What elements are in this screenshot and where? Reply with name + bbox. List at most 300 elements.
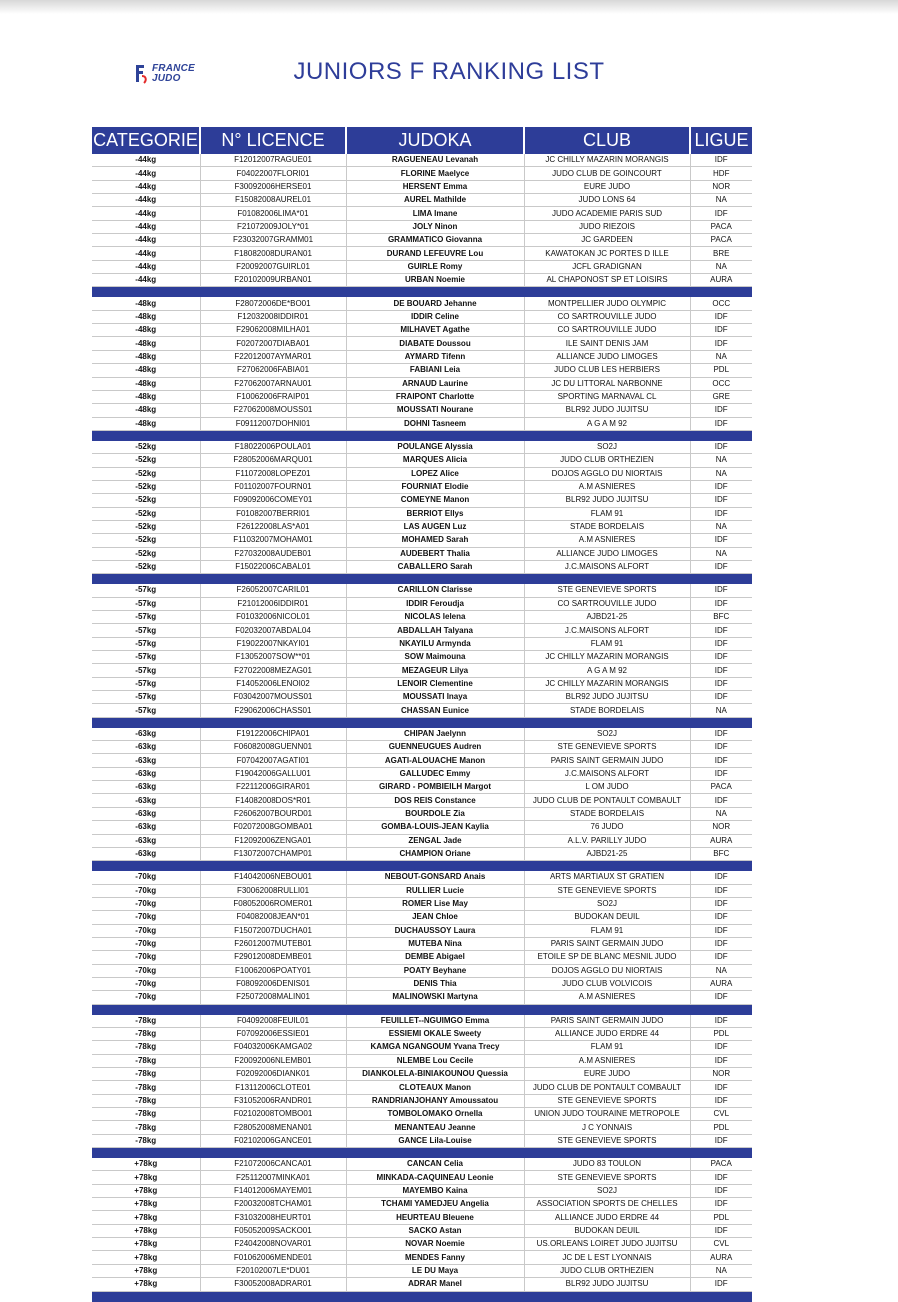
licence-cell: F22012007AYMAR01 <box>200 350 346 363</box>
club-cell: JUDO RIEZOIS <box>524 220 690 233</box>
category-cell: -78kg <box>92 1121 200 1134</box>
licence-cell: F28072006DE*BO01 <box>200 297 346 310</box>
table-row <box>92 297 752 310</box>
judoka-cell: BERRIOT Ellys <box>346 507 524 520</box>
separator-bar <box>92 1004 752 1015</box>
category-cell: -63kg <box>92 821 200 834</box>
club-cell: JUDO CLUB DE PONTAULT COMBAULT <box>524 1081 690 1094</box>
table-row <box>92 834 752 847</box>
category-cell: -52kg <box>92 547 200 560</box>
ligue-cell: BFC <box>690 611 752 624</box>
table-row <box>92 741 752 754</box>
table-row <box>92 310 752 323</box>
ligue-cell: PACA <box>690 220 752 233</box>
judoka-cell: LIMA Imane <box>346 207 524 220</box>
club-cell: DOJOS AGGLO DU NIORTAIS <box>524 467 690 480</box>
judoka-cell: AUREL Mathilde <box>346 194 524 207</box>
club-cell: A.L.V. PARILLY JUDO <box>524 834 690 847</box>
judoka-cell: FLORINE Maelyce <box>346 167 524 180</box>
table-row <box>92 154 752 167</box>
category-cell: -52kg <box>92 467 200 480</box>
category-separator <box>92 1004 752 1015</box>
licence-cell: F29062008MILHA01 <box>200 324 346 337</box>
judoka-cell: IDDIR Feroudja <box>346 597 524 610</box>
licence-cell: F09112007DOHNI01 <box>200 417 346 430</box>
licence-cell: F07092006ESSIE01 <box>200 1027 346 1040</box>
judoka-cell: GUENNEUGUES Audren <box>346 741 524 754</box>
club-cell: JUDO CLUB LES HERBIERS <box>524 364 690 377</box>
judoka-cell: MUTEBA Nina <box>346 937 524 950</box>
category-cell: -78kg <box>92 1108 200 1121</box>
category-cell: -57kg <box>92 651 200 664</box>
licence-cell: F21072006CANCA01 <box>200 1158 346 1171</box>
club-cell: EURE JUDO <box>524 180 690 193</box>
table-row <box>92 194 752 207</box>
header-club: CLUB <box>524 127 690 154</box>
licence-cell: F28052008MENAN01 <box>200 1121 346 1134</box>
licence-cell: F02032007ABDAL04 <box>200 624 346 637</box>
club-cell: UNION JUDO TOURAINE METROPOLE <box>524 1108 690 1121</box>
table-row <box>92 1238 752 1251</box>
club-cell: J.C.MAISONS ALFORT <box>524 624 690 637</box>
category-cell: -48kg <box>92 350 200 363</box>
category-separator <box>92 430 752 441</box>
licence-cell: F14042006NEBOU01 <box>200 871 346 884</box>
category-cell: -57kg <box>92 704 200 717</box>
licence-cell: F26012007MUTEB01 <box>200 937 346 950</box>
judoka-cell: MOHAMED Sarah <box>346 534 524 547</box>
licence-cell: F02102008TOMBO01 <box>200 1108 346 1121</box>
licence-cell: F27032008AUDEB01 <box>200 547 346 560</box>
club-cell: ARTS MARTIAUX ST GRATIEN <box>524 871 690 884</box>
club-cell: JC DU LITTORAL NARBONNE <box>524 377 690 390</box>
judoka-cell: DIANKOLELA-BINIAKOUNOU Quessia <box>346 1068 524 1081</box>
licence-cell: F28052006MARQU01 <box>200 454 346 467</box>
category-cell: -78kg <box>92 1041 200 1054</box>
club-cell: EURE JUDO <box>524 1068 690 1081</box>
judoka-cell: CHIPAN Jaelynn <box>346 728 524 741</box>
table-row <box>92 664 752 677</box>
category-cell: -52kg <box>92 480 200 493</box>
category-cell: -52kg <box>92 507 200 520</box>
category-cell: -44kg <box>92 260 200 273</box>
category-cell: -52kg <box>92 560 200 573</box>
separator-bar <box>92 861 752 872</box>
table-row <box>92 677 752 690</box>
table-row <box>92 767 752 780</box>
category-cell: -70kg <box>92 911 200 924</box>
club-cell: BLR92 JUDO JUJITSU <box>524 404 690 417</box>
table-row <box>92 1081 752 1094</box>
licence-cell: F08052006ROMER01 <box>200 897 346 910</box>
judoka-cell: DIABATE Doussou <box>346 337 524 350</box>
judoka-cell: AGATI-ALOUACHE Manon <box>346 754 524 767</box>
category-cell: -57kg <box>92 611 200 624</box>
judoka-cell: DOS REIS Constance <box>346 794 524 807</box>
category-cell: -70kg <box>92 871 200 884</box>
club-cell: J.C.MAISONS ALFORT <box>524 767 690 780</box>
category-cell: -57kg <box>92 624 200 637</box>
judoka-cell: ZENGAL Jade <box>346 834 524 847</box>
ligue-cell: IDF <box>690 871 752 884</box>
judoka-cell: JOLY Ninon <box>346 220 524 233</box>
ligue-cell: PDL <box>690 1121 752 1134</box>
table-row <box>92 977 752 990</box>
club-cell: A G A M 92 <box>524 664 690 677</box>
ligue-cell: IDF <box>690 1081 752 1094</box>
table-row <box>92 180 752 193</box>
category-cell: -52kg <box>92 441 200 454</box>
category-cell: -44kg <box>92 247 200 260</box>
category-cell: -48kg <box>92 297 200 310</box>
licence-cell: F07042007AGATI01 <box>200 754 346 767</box>
judoka-cell: CHASSAN Eunice <box>346 704 524 717</box>
club-cell: BLR92 JUDO JUJITSU <box>524 691 690 704</box>
table-row <box>92 167 752 180</box>
table-row <box>92 704 752 717</box>
ligue-cell: IDF <box>690 560 752 573</box>
licence-cell: F22112006GIRAR01 <box>200 781 346 794</box>
judoka-cell: FOURNIAT Elodie <box>346 480 524 493</box>
category-cell: +78kg <box>92 1238 200 1251</box>
judoka-cell: BOURDOLE Zia <box>346 807 524 820</box>
header-licence: N° LICENCE <box>200 127 346 154</box>
category-cell: -63kg <box>92 807 200 820</box>
header-ligue: LIGUE <box>690 127 752 154</box>
licence-cell: F25112007MINKA01 <box>200 1171 346 1184</box>
separator-bar <box>92 574 752 585</box>
judoka-cell: DOHNI Tasneem <box>346 417 524 430</box>
licence-cell: F21012006IDDIR01 <box>200 597 346 610</box>
ligue-cell: IDF <box>690 507 752 520</box>
judoka-cell: RULLIER Lucie <box>346 884 524 897</box>
category-cell: -78kg <box>92 1094 200 1107</box>
licence-cell: F26052007CARIL01 <box>200 584 346 597</box>
licence-cell: F23032007GRAMM01 <box>200 234 346 247</box>
category-cell: -63kg <box>92 794 200 807</box>
ligue-cell: IDF <box>690 767 752 780</box>
category-cell: -78kg <box>92 1081 200 1094</box>
licence-cell: F14082008DOS*R01 <box>200 794 346 807</box>
licence-cell: F05052009SACKO01 <box>200 1224 346 1237</box>
table-row <box>92 1041 752 1054</box>
category-cell: -44kg <box>92 207 200 220</box>
ligue-cell: IDF <box>690 741 752 754</box>
judoka-cell: DE BOUARD Jehanne <box>346 297 524 310</box>
judoka-cell: MENDES Fanny <box>346 1251 524 1264</box>
club-cell: SO2J <box>524 897 690 910</box>
ligue-cell: IDF <box>690 1184 752 1197</box>
club-cell: JC CHILLY MAZARIN MORANGIS <box>524 651 690 664</box>
category-cell: -44kg <box>92 167 200 180</box>
club-cell: A.M ASNIERES <box>524 1054 690 1067</box>
licence-cell: F04092008FEUIL01 <box>200 1015 346 1028</box>
ligue-cell: NA <box>690 467 752 480</box>
judoka-cell: DEMBE Abigael <box>346 951 524 964</box>
licence-cell: F27062007ARNAU01 <box>200 377 346 390</box>
club-cell: ETOILE SP DE BLANC MESNIL JUDO <box>524 951 690 964</box>
ligue-cell: IDF <box>690 1094 752 1107</box>
judoka-cell: HEURTEAU Bleuene <box>346 1211 524 1224</box>
club-cell: ALLIANCE JUDO ERDRE 44 <box>524 1211 690 1224</box>
table-header-row <box>92 127 752 154</box>
category-cell: -63kg <box>92 767 200 780</box>
club-cell: KAWATOKAN JC PORTES D ILLE <box>524 247 690 260</box>
club-cell: A.M ASNIERES <box>524 534 690 547</box>
judoka-cell: GANCE Lila-Louise <box>346 1134 524 1147</box>
ligue-cell: AURA <box>690 274 752 287</box>
licence-cell: F31032008HEURT01 <box>200 1211 346 1224</box>
separator-bar <box>92 717 752 728</box>
judoka-cell: NKAYILU Armynda <box>346 637 524 650</box>
table-row <box>92 597 752 610</box>
table-row <box>92 691 752 704</box>
judoka-cell: MAYEMBO Kaina <box>346 1184 524 1197</box>
ligue-cell: IDF <box>690 677 752 690</box>
licence-cell: F04082008JEAN*01 <box>200 911 346 924</box>
ligue-cell: NOR <box>690 180 752 193</box>
ligue-cell: NOR <box>690 1068 752 1081</box>
category-cell: -44kg <box>92 180 200 193</box>
club-cell: FLAM 91 <box>524 1041 690 1054</box>
table-row <box>92 1015 752 1028</box>
judoka-cell: LOPEZ Alice <box>346 467 524 480</box>
category-cell: -70kg <box>92 937 200 950</box>
category-cell: +78kg <box>92 1251 200 1264</box>
judoka-cell: IDDIR Celine <box>346 310 524 323</box>
ligue-cell: IDF <box>690 924 752 937</box>
category-cell: -70kg <box>92 884 200 897</box>
licence-cell: F26062007BOURD01 <box>200 807 346 820</box>
table-row <box>92 1224 752 1237</box>
club-cell: SO2J <box>524 1184 690 1197</box>
ligue-cell: IDF <box>690 1134 752 1147</box>
table-row <box>92 441 752 454</box>
ligue-cell: IDF <box>690 624 752 637</box>
ligue-cell: IDF <box>690 691 752 704</box>
judoka-cell: CARILLON Clarisse <box>346 584 524 597</box>
scan-edge <box>0 0 898 14</box>
table-row <box>92 404 752 417</box>
category-cell: -63kg <box>92 834 200 847</box>
ligue-cell: IDF <box>690 951 752 964</box>
category-cell: -70kg <box>92 897 200 910</box>
club-cell: STADE BORDELAIS <box>524 807 690 820</box>
ranking-table-wrapper <box>92 127 752 1302</box>
ligue-cell: IDF <box>690 664 752 677</box>
category-cell: -78kg <box>92 1068 200 1081</box>
table-row <box>92 260 752 273</box>
category-cell: -57kg <box>92 664 200 677</box>
ligue-cell: IDF <box>690 494 752 507</box>
category-cell: -52kg <box>92 494 200 507</box>
licence-cell: F01082007BERRI01 <box>200 507 346 520</box>
club-cell: FLAM 91 <box>524 507 690 520</box>
ligue-cell: NA <box>690 547 752 560</box>
club-cell: JUDO CLUB DE PONTAULT COMBAULT <box>524 794 690 807</box>
licence-cell: F02092006DIANK01 <box>200 1068 346 1081</box>
judoka-cell: RANDRIANJOHANY Amoussatou <box>346 1094 524 1107</box>
ligue-cell: IDF <box>690 754 752 767</box>
judoka-cell: GRAMMATICO Giovanna <box>346 234 524 247</box>
ligue-cell: IDF <box>690 794 752 807</box>
category-cell: -44kg <box>92 220 200 233</box>
judoka-cell: SOW Maimouna <box>346 651 524 664</box>
licence-cell: F03042007MOUSS01 <box>200 691 346 704</box>
judoka-cell: DUCHAUSSOY Laura <box>346 924 524 937</box>
table-row <box>92 637 752 650</box>
table-row <box>92 220 752 233</box>
licence-cell: F27062008MOUSS01 <box>200 404 346 417</box>
club-cell: JC DE L EST LYONNAIS <box>524 1251 690 1264</box>
judoka-cell: TOMBOLOMAKO Ornella <box>346 1108 524 1121</box>
table-row <box>92 1027 752 1040</box>
table-row <box>92 964 752 977</box>
table-row <box>92 234 752 247</box>
category-cell: -57kg <box>92 691 200 704</box>
ligue-cell: BRE <box>690 247 752 260</box>
table-row <box>92 520 752 533</box>
ligue-cell: IDF <box>690 728 752 741</box>
licence-cell: F18082008DURAN01 <box>200 247 346 260</box>
licence-cell: F20102007LE*DU01 <box>200 1264 346 1277</box>
ligue-cell: NA <box>690 194 752 207</box>
category-cell: -63kg <box>92 781 200 794</box>
licence-cell: F20092007GUIRL01 <box>200 260 346 273</box>
ligue-cell: IDF <box>690 337 752 350</box>
category-cell: -70kg <box>92 924 200 937</box>
licence-cell: F30052008ADRAR01 <box>200 1278 346 1291</box>
ligue-cell: GRE <box>690 390 752 403</box>
category-cell: -44kg <box>92 234 200 247</box>
judoka-cell: DENIS Thia <box>346 977 524 990</box>
licence-cell: F31052006RANDR01 <box>200 1094 346 1107</box>
judoka-cell: POULANGE Alyssia <box>346 441 524 454</box>
table-row <box>92 1264 752 1277</box>
category-cell: -70kg <box>92 964 200 977</box>
ligue-cell: IDF <box>690 324 752 337</box>
licence-cell: F10062006POATY01 <box>200 964 346 977</box>
category-cell: -63kg <box>92 847 200 860</box>
table-body <box>92 154 752 1302</box>
table-row <box>92 807 752 820</box>
club-cell: FLAM 91 <box>524 637 690 650</box>
club-cell: BLR92 JUDO JUJITSU <box>524 494 690 507</box>
table-row <box>92 534 752 547</box>
licence-cell: F02072007DIABA01 <box>200 337 346 350</box>
club-cell: US.ORLEANS LOIRET JUDO JUJITSU <box>524 1238 690 1251</box>
licence-cell: F13072007CHAMP01 <box>200 847 346 860</box>
ligue-cell: IDF <box>690 1015 752 1028</box>
licence-cell: F01082006LIMA*01 <box>200 207 346 220</box>
club-cell: ALLIANCE JUDO LIMOGES <box>524 547 690 560</box>
table-row <box>92 951 752 964</box>
licence-cell: F08092006DENIS01 <box>200 977 346 990</box>
table-row <box>92 651 752 664</box>
club-cell: BUDOKAN DEUIL <box>524 1224 690 1237</box>
licence-cell: F20092006NLEMB01 <box>200 1054 346 1067</box>
licence-cell: F04032006KAMGA02 <box>200 1041 346 1054</box>
judoka-cell: MARQUES Alicia <box>346 454 524 467</box>
club-cell: JC CHILLY MAZARIN MORANGIS <box>524 154 690 167</box>
club-cell: AJBD21-25 <box>524 611 690 624</box>
judoka-cell: CANCAN Celia <box>346 1158 524 1171</box>
ligue-cell: OCC <box>690 297 752 310</box>
table-row <box>92 390 752 403</box>
licence-cell: F13112006CLOTE01 <box>200 1081 346 1094</box>
judoka-cell: MEZAGEUR Lilya <box>346 664 524 677</box>
ligue-cell: NA <box>690 1264 752 1277</box>
category-separator <box>92 1291 752 1302</box>
licence-cell: F29012008DEMBE01 <box>200 951 346 964</box>
judoka-cell: TCHAMI YAMEDJEU Angelia <box>346 1198 524 1211</box>
table-row <box>92 847 752 860</box>
table-row <box>92 560 752 573</box>
category-cell: -48kg <box>92 364 200 377</box>
judoka-cell: CABALLERO Sarah <box>346 560 524 573</box>
table-row <box>92 728 752 741</box>
licence-cell: F12012007RAGUE01 <box>200 154 346 167</box>
table-row <box>92 1121 752 1134</box>
ranking-table <box>92 127 752 1302</box>
ligue-cell: OCC <box>690 377 752 390</box>
separator-bar <box>92 287 752 298</box>
ligue-cell: IDF <box>690 1278 752 1291</box>
category-cell: +78kg <box>92 1211 200 1224</box>
licence-cell: F04022007FLORI01 <box>200 167 346 180</box>
ligue-cell: IDF <box>690 480 752 493</box>
ligue-cell: AURA <box>690 1251 752 1264</box>
licence-cell: F27022008MEZAG01 <box>200 664 346 677</box>
ligue-cell: IDF <box>690 897 752 910</box>
table-row <box>92 584 752 597</box>
logo-text: FRANCE JUDO <box>152 63 195 84</box>
club-cell: ILE SAINT DENIS JAM <box>524 337 690 350</box>
table-row <box>92 324 752 337</box>
licence-cell: F11032007MOHAM01 <box>200 534 346 547</box>
category-cell: +78kg <box>92 1198 200 1211</box>
ligue-cell: PACA <box>690 234 752 247</box>
club-cell: FLAM 91 <box>524 924 690 937</box>
club-cell: A.M ASNIERES <box>524 480 690 493</box>
ligue-cell: AURA <box>690 977 752 990</box>
ligue-cell: IDF <box>690 441 752 454</box>
table-row <box>92 417 752 430</box>
licence-cell: F20032008TCHAM01 <box>200 1198 346 1211</box>
club-cell: STE GENEVIEVE SPORTS <box>524 1134 690 1147</box>
table-row <box>92 1211 752 1224</box>
table-row <box>92 781 752 794</box>
category-cell: -78kg <box>92 1134 200 1147</box>
ligue-cell: IDF <box>690 651 752 664</box>
licence-cell: F19042006GALLU01 <box>200 767 346 780</box>
club-cell: AL CHAPONOST SP ET LOISIRS <box>524 274 690 287</box>
judoka-cell: CLOTEAUX Manon <box>346 1081 524 1094</box>
judoka-cell: DURAND LEFEUVRE Lou <box>346 247 524 260</box>
club-cell: A G A M 92 <box>524 417 690 430</box>
table-row <box>92 454 752 467</box>
category-cell: -63kg <box>92 741 200 754</box>
ligue-cell: IDF <box>690 911 752 924</box>
separator-bar <box>92 1148 752 1159</box>
licence-cell: F01062006MENDE01 <box>200 1251 346 1264</box>
table-row <box>92 337 752 350</box>
category-separator <box>92 287 752 298</box>
judoka-cell: NOVAR Noemie <box>346 1238 524 1251</box>
judoka-cell: FEUILLET--NGUIMGO Emma <box>346 1015 524 1028</box>
club-cell: 76 JUDO <box>524 821 690 834</box>
category-cell: +78kg <box>92 1171 200 1184</box>
